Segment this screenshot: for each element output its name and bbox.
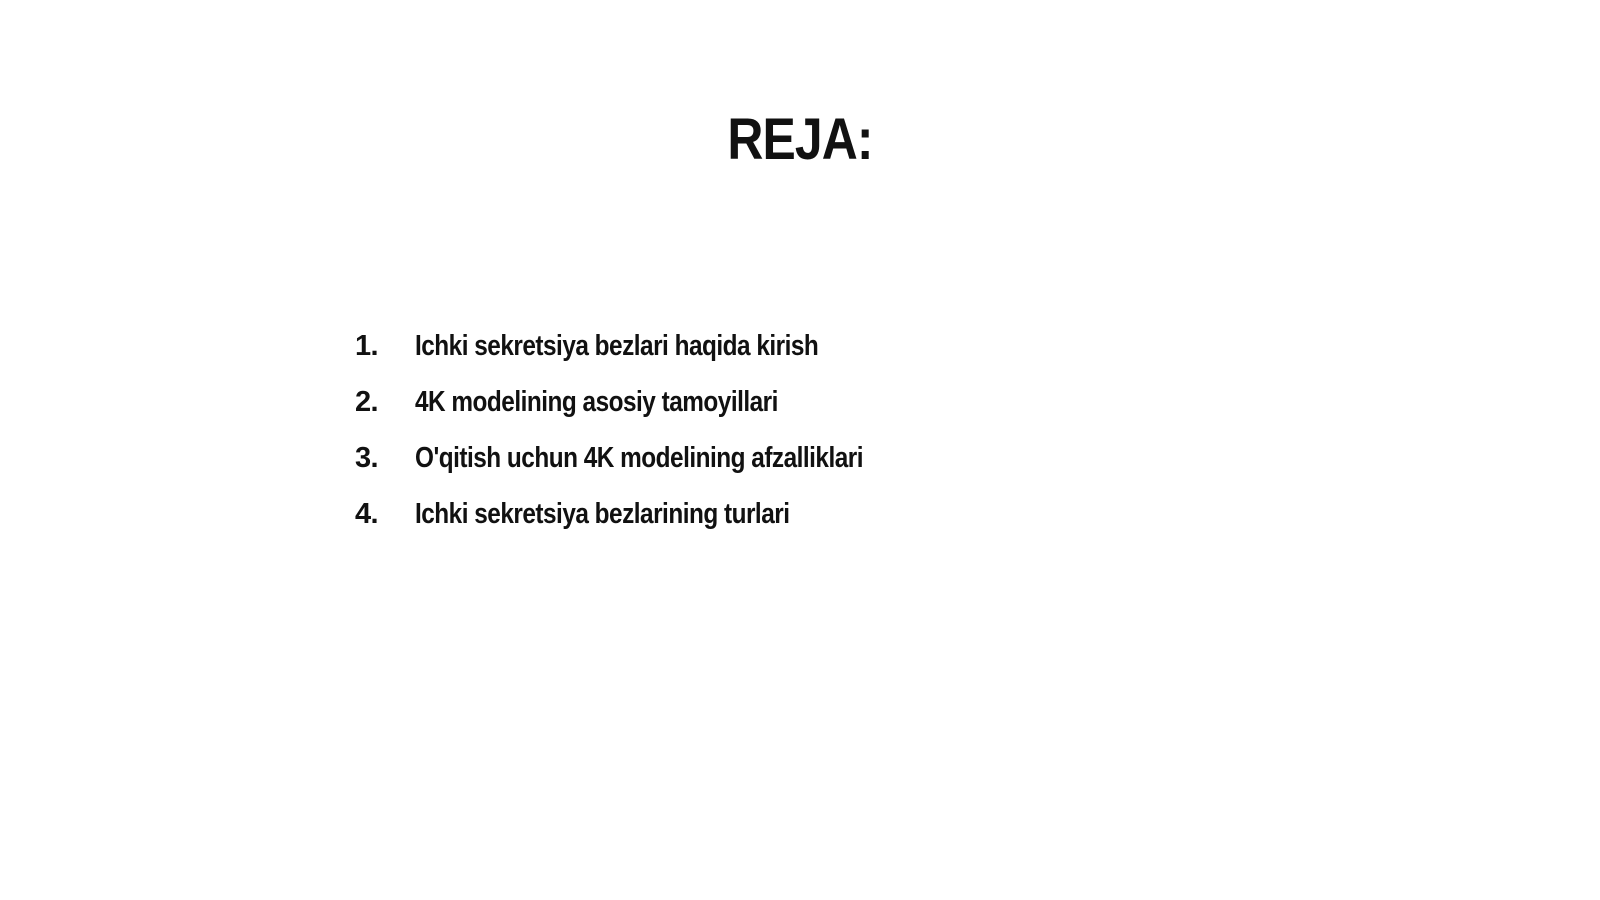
list-item-number: 3. (355, 442, 378, 474)
list-item (355, 326, 948, 382)
list-item-number: 2. (355, 386, 378, 418)
list-item-text: Ichki sekretsiya bezlari haqida kirish (415, 330, 819, 362)
list-item (355, 438, 948, 494)
list-item-number: 1. (355, 330, 378, 362)
plan-list (355, 326, 948, 550)
list-item-text: 4K modelining asosiy tamoyillari (415, 386, 778, 418)
list-item (355, 494, 948, 550)
slide-title: REJA: (727, 107, 873, 172)
list-item (355, 382, 948, 438)
list-item-text: O'qitish uchun 4K modelining afzalliklari (415, 442, 864, 474)
list-item-text: Ichki sekretsiya bezlarining turlari (415, 498, 790, 530)
list-item-number: 4. (355, 498, 378, 530)
